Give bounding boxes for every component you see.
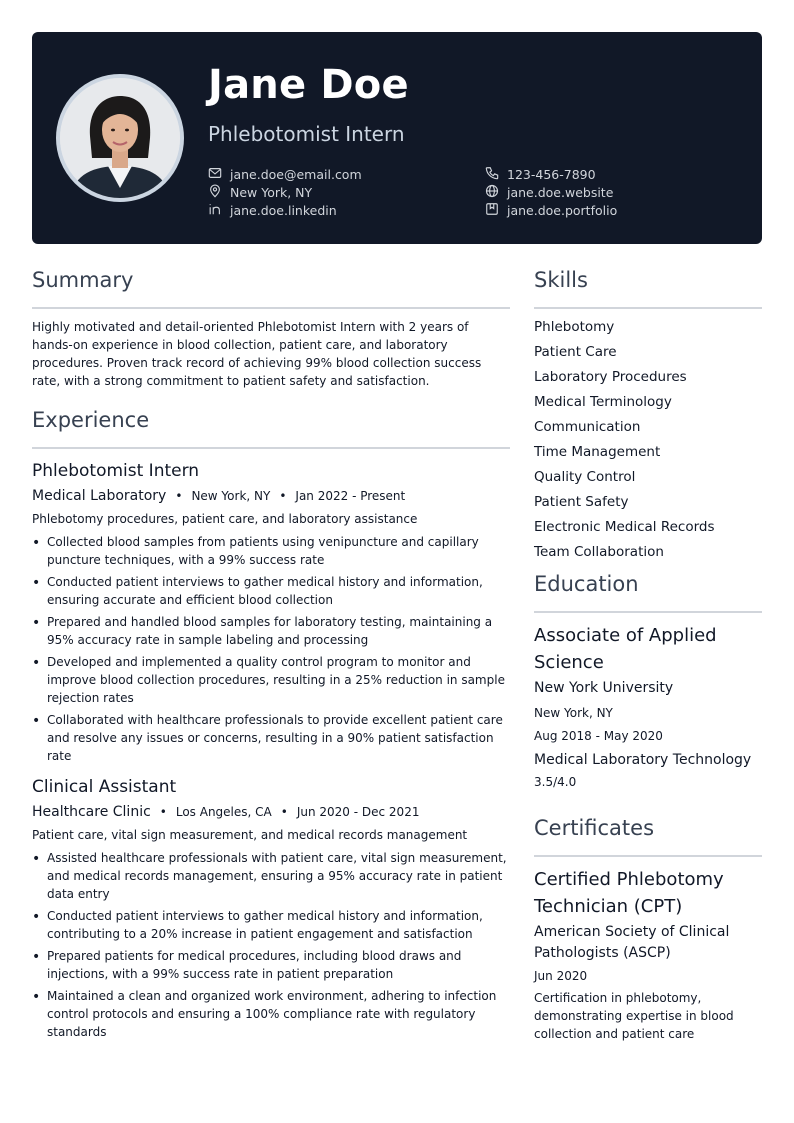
separator-dot: • xyxy=(280,805,288,819)
contact-website[interactable] xyxy=(485,184,725,200)
job-bullet: • Developed and implemented a quality control program to monitor and improve blood collection procedures, resulting in a 25% reduction in sample rejection rates xyxy=(32,653,510,707)
education-dates: Aug 2018 - May 2020 xyxy=(534,729,663,743)
job-bullets xyxy=(32,849,510,1041)
job-bullets xyxy=(32,533,510,765)
skills-list xyxy=(534,318,762,568)
certificate-issuer: American Society of Clinical Pathologists (ASCP) xyxy=(534,924,730,961)
contact-location xyxy=(208,184,485,200)
job-meta xyxy=(32,804,510,822)
contact-email[interactable] xyxy=(208,166,485,182)
education-school: New York University xyxy=(534,680,674,696)
globe-icon xyxy=(485,184,501,200)
education-gpa: 3.5/4.0 xyxy=(534,775,577,789)
job-description: Phlebotomy procedures, patient care, and laboratory assistance xyxy=(32,512,418,526)
resume-header xyxy=(32,32,762,244)
certificates-heading: Certificates xyxy=(534,816,655,840)
summary-heading: Summary xyxy=(32,268,134,292)
job-company: Medical Laboratory xyxy=(32,488,167,504)
summary-text: Highly motivated and detail-oriented Phlebotomist Intern with 2 years of hands-on experience in blood collection, patient care, and laboratory procedures. Proven track record of achieving 99% blood collection success rate, with a strong commitment to patient safety and satisfaction. xyxy=(32,320,482,388)
job-meta xyxy=(32,488,510,506)
certificate-description: Certification in phlebotomy, demonstrating expertise in blood collection and patient care xyxy=(534,991,734,1041)
job-dates: Jan 2022 - Present xyxy=(295,489,406,503)
contact-phone[interactable] xyxy=(485,166,725,182)
skill-item: Time Management xyxy=(534,444,661,460)
job-bullet: • Prepared patients for medical procedures, including blood draws and injections, with a 99% success rate in patient preparation xyxy=(32,947,510,983)
education-field: Medical Laboratory Technology xyxy=(534,752,752,768)
separator-dot: • xyxy=(159,805,167,819)
experience-heading: Experience xyxy=(32,408,150,432)
contact-list xyxy=(208,166,728,218)
certificates-divider xyxy=(534,855,762,857)
skill-item: Quality Control xyxy=(534,469,636,485)
candidate-role: Phlebotomist Intern xyxy=(208,122,405,146)
education-degree: Associate of Applied Science xyxy=(534,625,717,673)
contact-linkedin[interactable] xyxy=(208,202,485,218)
job-bullet: • Maintained a clean and organized work environment, adhering to infection control protocols and ensuring a 100% compliance rate with regulatory standards xyxy=(32,987,510,1041)
job-bullet: • Conducted patient interviews to gather medical history and information, ensuring accurate and efficient blood collection xyxy=(32,573,510,609)
skill-item: Communication xyxy=(534,419,641,435)
separator-dot: • xyxy=(279,489,287,503)
job-bullet: • Assisted healthcare professionals with patient care, vital sign measurement, and medical records management, ensuring a 95% accuracy rate in patient data entry xyxy=(32,849,510,903)
contact-location-text: New York, NY xyxy=(230,184,313,200)
education-location: New York, NY xyxy=(534,706,613,720)
skill-item: Phlebotomy xyxy=(534,319,615,335)
phone-icon xyxy=(485,166,501,182)
skill-item: Electronic Medical Records xyxy=(534,519,715,535)
job-location: Los Angeles, CA xyxy=(175,805,272,819)
job-location: New York, NY xyxy=(191,489,271,503)
skill-item: Team Collaboration xyxy=(534,544,664,560)
certificate-date: Jun 2020 xyxy=(534,969,588,983)
job-bullet: • Conducted patient interviews to gather medical history and information, contributing to a 20% increase in patient engagement and satisfaction xyxy=(32,907,510,943)
certificate-name: Certified Phlebotomy Technician (CPT) xyxy=(534,869,724,917)
summary-divider xyxy=(32,307,510,309)
job-description: Patient care, vital sign measurement, and medical records management xyxy=(32,828,468,842)
job-entry xyxy=(32,777,510,1041)
profile-photo-image xyxy=(60,78,180,198)
job-company: Healthcare Clinic xyxy=(32,804,151,820)
skills-divider xyxy=(534,307,762,309)
job-title: Clinical Assistant xyxy=(32,777,177,797)
side-column xyxy=(534,268,762,1043)
mail-icon xyxy=(208,166,224,182)
skills-heading: Skills xyxy=(534,268,588,292)
contact-phone-text: 123-456-7890 xyxy=(507,166,596,182)
skill-item: Patient Care xyxy=(534,344,617,360)
job-title: Phlebotomist Intern xyxy=(32,461,200,481)
portfolio-icon xyxy=(485,202,501,218)
job-bullet: • Collaborated with healthcare professionals to provide excellent patient care and resolve any issues or concerns, resulting in a 90% patient satisfaction rate xyxy=(32,711,510,765)
skill-item: Medical Terminology xyxy=(534,394,672,410)
main-column xyxy=(32,268,510,1045)
linkedin-icon xyxy=(208,202,224,218)
separator-dot: • xyxy=(175,489,183,503)
experience-divider xyxy=(32,447,510,449)
education-divider xyxy=(534,611,762,613)
skill-item: Patient Safety xyxy=(534,494,629,510)
location-pin-icon xyxy=(208,184,224,200)
job-entry xyxy=(32,461,510,765)
job-bullet: • Prepared and handled blood samples for laboratory testing, maintaining a 95% accuracy rate in sample labeling and processing xyxy=(32,613,510,649)
job-dates: Jun 2020 - Dec 2021 xyxy=(296,805,420,819)
skill-item: Laboratory Procedures xyxy=(534,369,687,385)
candidate-name: Jane Doe xyxy=(208,62,409,108)
profile-photo xyxy=(56,74,184,202)
contact-portfolio-text: jane.doe.portfolio xyxy=(507,202,618,218)
contact-linkedin-text: jane.doe.linkedin xyxy=(230,202,337,218)
job-bullet: • Collected blood samples from patients using venipuncture and capillary puncture techniques, with a 99% success rate xyxy=(32,533,510,569)
contact-email-text: jane.doe@email.com xyxy=(230,166,362,182)
contact-portfolio[interactable] xyxy=(485,202,725,218)
education-heading: Education xyxy=(534,572,639,596)
contact-website-text: jane.doe.website xyxy=(507,184,614,200)
